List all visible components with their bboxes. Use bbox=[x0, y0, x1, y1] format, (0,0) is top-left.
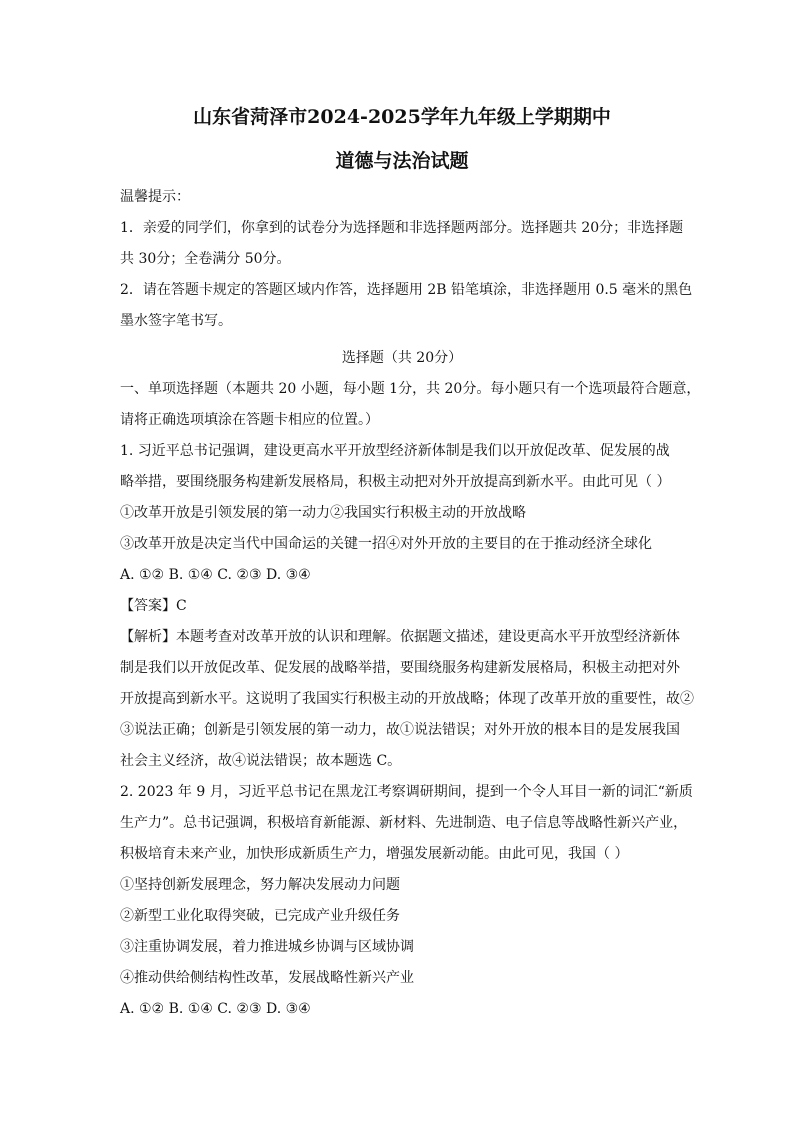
question-2-options: A. ①② B. ①④ C. ②③ D. ③④ bbox=[120, 1001, 311, 1017]
question-2-statement: ④推动供给侧结构性改革，发展战略性新兴产业 bbox=[120, 970, 414, 986]
notice-label: 温馨提示： bbox=[120, 189, 190, 205]
question-1-statement: ①改革开放是引领发展的第一动力②我国实行积极主动的开放战略 bbox=[120, 505, 526, 521]
notice-line: 2．请在答题卡规定的答题区域内作答，选择题用 2B 铅笔填涂，非选择题用 0.5 毫米的黑色 bbox=[120, 282, 693, 298]
question-2-stem: 2. 2023 年 9 月，习近平总书记在黑龙江考察调研期间，提到一个令人耳目一新的词汇“新质 bbox=[120, 784, 693, 800]
question-2-statement: ②新型工业化取得突破，已完成产业升级任务 bbox=[120, 908, 400, 924]
question-1-analysis: 开放提高到新水平。这说明了我国实行积极主动的开放战略；体现了改革开放的重要性，故② bbox=[120, 691, 694, 707]
question-1-analysis: 社会主义经济，故④说法错误；故本题选 C。 bbox=[120, 753, 402, 769]
notice-line: 1．亲爱的同学们，你拿到的试卷分为选择题和非选择题两部分。选择题共 20分；非选择题 bbox=[120, 220, 684, 236]
question-1-options: A. ①② B. ①④ C. ②③ D. ③④ bbox=[120, 567, 311, 583]
question-1-answer: 【答案】C bbox=[120, 598, 187, 614]
question-1-analysis: 制是我们以开放促改革、促发展的战略举措，要围绕服务构建新发展格局，积极主动把对外 bbox=[120, 660, 680, 676]
part-heading: 请将正确选项填涂在答题卡相应的位置。） bbox=[120, 412, 379, 428]
question-1-statement: ③改革开放是决定当代中国命运的关键一招④对外开放的主要目的在于推动经济全球化 bbox=[120, 536, 652, 552]
notice-line: 共 30分；全卷满分 50分。 bbox=[120, 251, 291, 267]
question-2-statement: ①坚持创新发展理念，努力解决发展动力问题 bbox=[120, 877, 400, 893]
notice-line: 墨水签字笔书写。 bbox=[120, 313, 232, 329]
question-2-stem: 生产力”。总书记强调，积极培育新能源、新材料、先进制造、电子信息等战略性新兴产业， bbox=[120, 815, 688, 831]
question-2-statement: ③注重协调发展，着力推进城乡协调与区域协调 bbox=[120, 939, 414, 955]
question-1-analysis: ③说法正确；创新是引领发展的第一动力，故①说法错误；对外开放的根本目的是发展我国 bbox=[120, 722, 680, 738]
question-1-analysis: 【解析】本题考查对改革开放的认识和理解。依据题文描述，建设更高水平开放型经济新体 bbox=[120, 629, 680, 645]
question-1-stem: 1. 习近平总书记强调，建设更高水平开放型经济新体制是我们以开放促改革、促发展的战 bbox=[120, 443, 670, 459]
page-title: 山东省菏泽市2024-2025学年九年级上学期期中 bbox=[193, 106, 611, 128]
question-1-stem: 略举措，要围绕服务构建新发展格局，积极主动把对外开放提高到新水平。由此可见（ ） bbox=[120, 474, 671, 490]
part-heading: 一、单项选择题（本题共 20 小题，每小题 1分，共 20分。每小题只有一个选项最符合题意， bbox=[120, 381, 701, 397]
question-2-stem: 积极培育未来产业，加快形成新质生产力，增强发展新动能。由此可见，我国（ ） bbox=[120, 846, 629, 862]
page-subtitle: 道德与法治试题 bbox=[335, 150, 469, 172]
section-title: 选择题（共 20分） bbox=[341, 350, 463, 366]
